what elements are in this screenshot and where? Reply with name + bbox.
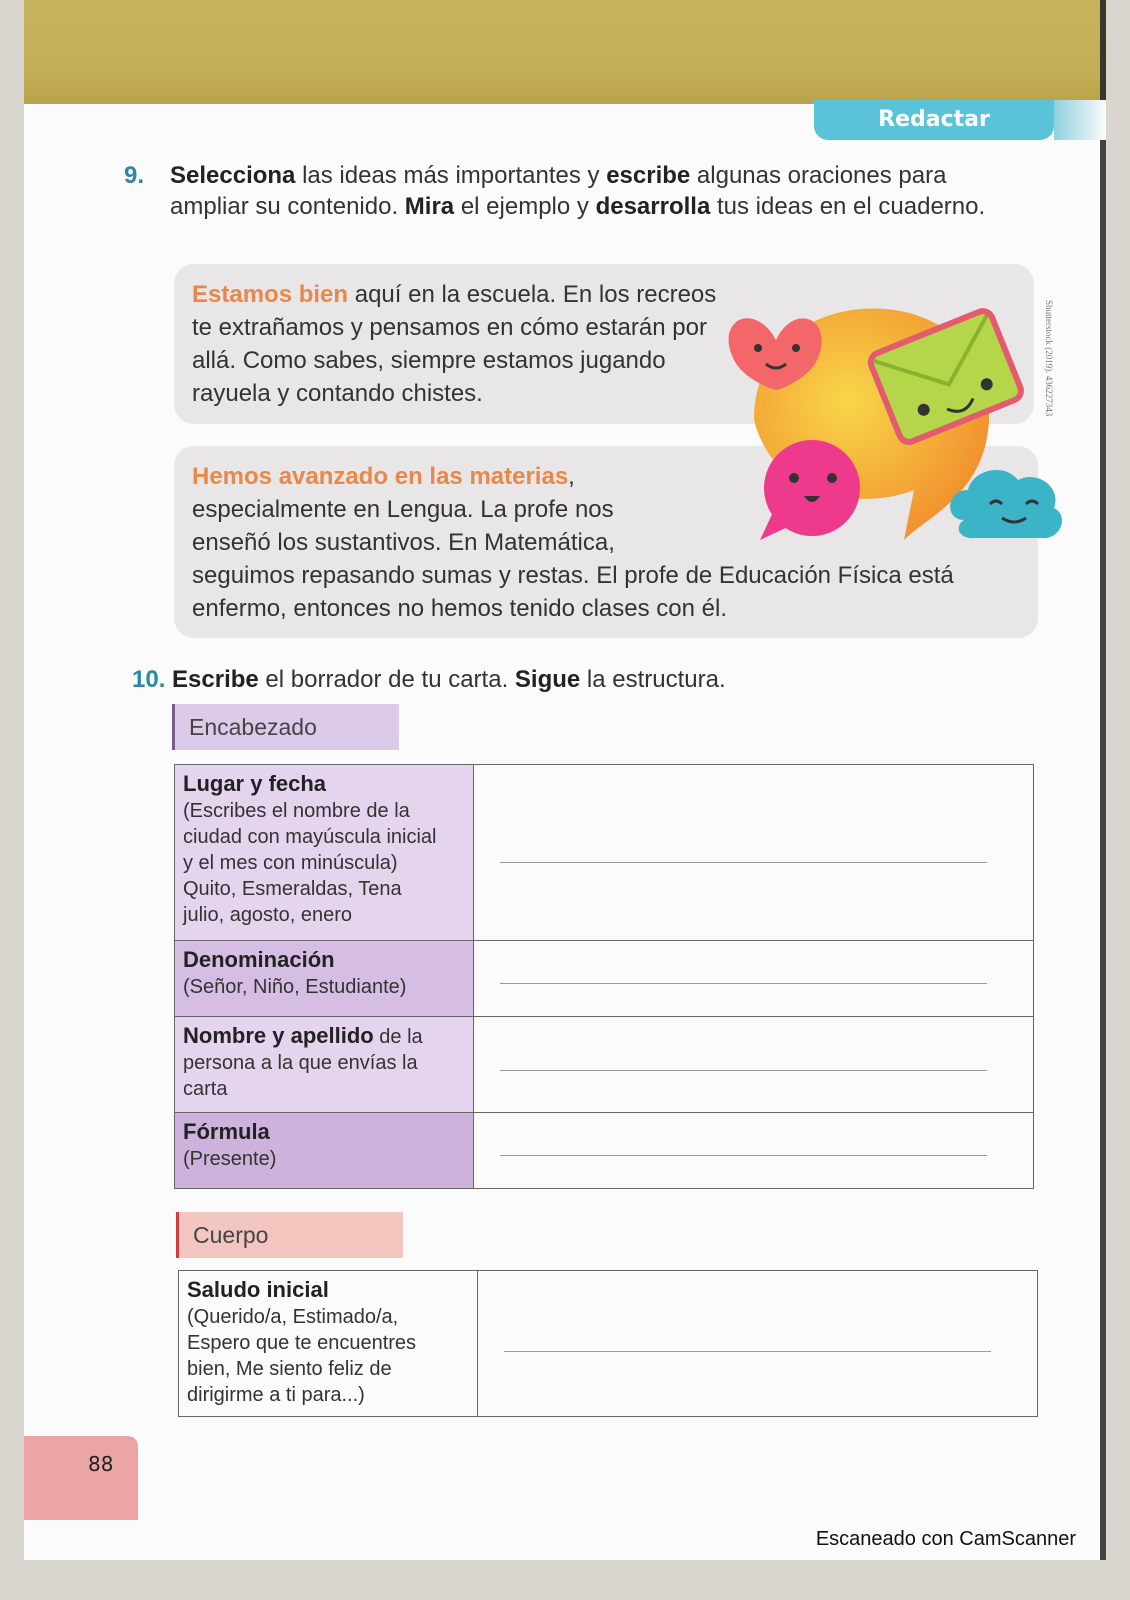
question-9 [124,160,1024,222]
page-number-tab [24,1436,138,1520]
row-title: Saludo inicial [187,1277,329,1302]
question-number: 9. [124,162,145,189]
row-hint: (Querido/a, Estimado/a, [187,1306,399,1328]
row-title: Nombre y apellido [183,1023,374,1048]
row-hint: Quito, Esmeraldas, Tena [183,878,402,900]
example-text-1 [192,278,722,410]
row-hint: (Presente) [183,1148,277,1170]
row-hint: julio, agosto, enero [183,904,353,926]
row-hint: Espero que te encuentres [187,1332,417,1354]
example-body: aquí en la escuela. En los recreos te extrañamos y pensamos en cómo estarán por allá. Como sabes, siempre estamos jugando rayuela y contando chistes. [192,281,717,407]
example-highlight: Estamos bien [192,281,349,308]
question-number: 10. [132,666,166,693]
row-title-cont: de la [373,1026,423,1048]
question-10 [132,664,932,695]
text-segment: las ideas más importantes y [295,162,607,189]
answer-cell[interactable] [474,1017,1034,1113]
emoji-illustration [714,290,1074,560]
text-segment: el borrador de tu carta. [258,666,515,693]
table-row [179,1271,1038,1417]
question-text [170,160,1024,222]
bold-term: Sigue [514,666,581,693]
question-text [172,666,726,693]
writing-line [500,862,987,863]
cuerpo-table [178,1270,1038,1417]
row-label [175,765,474,941]
writing-line [500,983,987,984]
image-credit: Shutterstock (2019). 436227343 [1044,300,1054,417]
text-segment: algunas oraciones para ampliar su contenido. [170,162,947,220]
row-hint: bien, Me siento feliz de [187,1358,392,1380]
row-hint: ciudad con mayúscula inicial [183,826,437,848]
row-hint: (Señor, Niño, Estudiante) [183,976,407,998]
example-body: , especialmente en Lengua. La profe nos enseñó los sustantivos. En Matemática, [192,463,615,556]
page-number: 88 [88,1452,114,1476]
example-body-cont: seguimos repasando sumas y restas. El profe de Educación Física está enfermo, entonces no hemos tenido clases con él. [192,562,954,622]
answer-cell[interactable] [478,1271,1038,1417]
row-title: Denominación [183,947,335,972]
top-band [24,0,1106,104]
page-edge [1100,0,1106,1560]
section-encabezado: Encabezado [172,704,399,750]
bold-term: Selecciona [170,162,296,189]
row-hint: y el mes con minúscula) [183,852,398,874]
bold-term: Escribe [172,666,259,693]
row-label [175,1113,474,1189]
row-hint: dirigirme a ti para...) [187,1384,365,1406]
bold-term: Mira [404,193,455,220]
text-segment: el ejemplo y [454,193,596,220]
scanner-footer: Escaneado con CamScanner [815,1528,1076,1550]
row-hint: persona a la que envías la [183,1052,418,1074]
row-label [175,941,474,1017]
answer-cell[interactable] [474,765,1034,941]
table-row [175,1017,1034,1113]
section-tag: Redactar [814,100,1054,140]
writing-line [500,1070,987,1071]
encabezado-table [174,764,1034,1189]
table-row [175,941,1034,1017]
bold-term: desarrolla [595,193,711,220]
row-hint: carta [183,1078,228,1100]
workbook-page [24,0,1106,1560]
row-title: Fórmula [183,1119,270,1144]
row-hint: (Escribes el nombre de la [183,800,410,822]
section-cuerpo: Cuerpo [176,1212,403,1258]
row-title: Lugar y fecha [183,771,327,796]
writing-line [500,1155,987,1156]
writing-line [504,1351,991,1352]
row-label [175,1017,474,1113]
table-row [175,765,1034,941]
bold-term: escribe [606,162,691,189]
tag-tail [1054,100,1106,140]
example-highlight: Hemos avanzado en las materias [192,463,569,490]
answer-cell[interactable] [474,941,1034,1017]
text-segment: la estructura. [580,666,726,693]
row-label [179,1271,478,1417]
table-row [175,1113,1034,1189]
answer-cell[interactable] [474,1113,1034,1189]
text-segment: tus ideas en el cuaderno. [710,193,986,220]
